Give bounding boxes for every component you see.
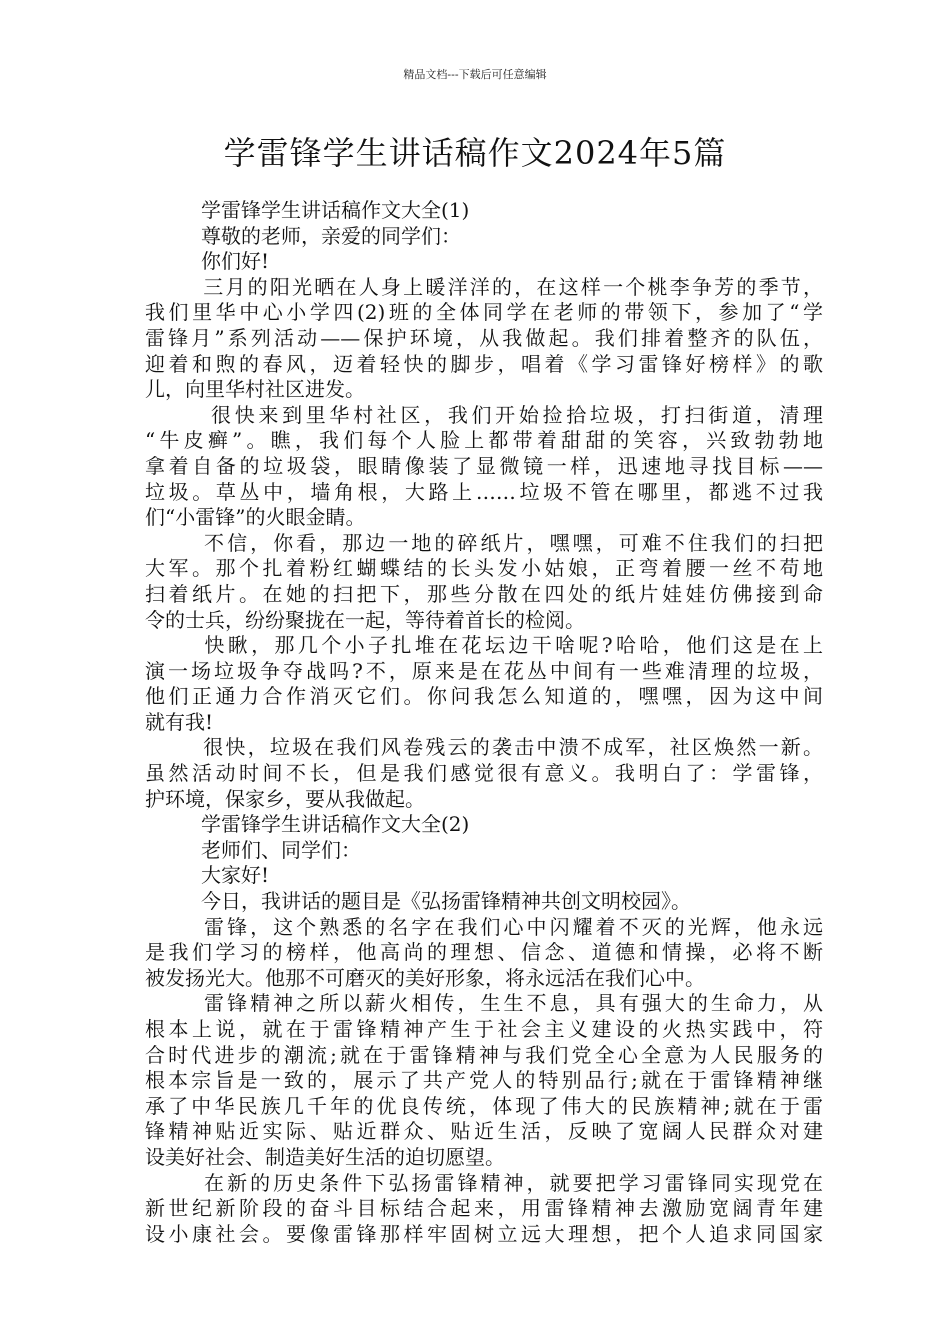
header-note: 精品文档---下载后可任意编辑	[403, 68, 547, 81]
text-line	[145, 352, 823, 378]
text-line-content: 垃圾。草丛中，墙角根，大路上……垃圾不管在哪里，都逃不过我	[145, 479, 823, 504]
text-line	[145, 582, 823, 608]
text-line-content: 锋精神贴近实际、贴近群众、贴近生活，反映了宽阔人民群众对建	[145, 1119, 823, 1144]
text-line-content: 设美好社会、制造美好生活的迫切愿望。	[145, 1144, 505, 1169]
text-line	[145, 275, 823, 301]
text-line-content: 令的士兵，纷纷聚拢在一起，等待着首长的检阅。	[145, 607, 585, 632]
text-line-content: 雷锋精神之所以薪火相传，生生不息，具有强大的生命力，从	[201, 991, 823, 1016]
text-line	[145, 633, 823, 659]
text-line	[145, 735, 823, 761]
text-line-content: 尊敬的老师，亲爱的同学们：	[201, 223, 461, 248]
text-line-content: 很快，垃圾在我们风卷残云的袭击中溃不成军，社区焕然一新。	[201, 735, 823, 760]
text-line	[145, 505, 823, 531]
document-body	[145, 198, 823, 1247]
text-line-content: 今日，我讲话的题目是《弘扬雷锋精神共创文明校园》。	[201, 889, 691, 914]
text-line-content: “牛皮癣”。瞧，我们每个人脸上都带着甜甜的笑容，兴致勃勃地	[145, 428, 823, 453]
text-line	[145, 249, 823, 275]
text-line-content: 虽然活动时间不长，但是我们感觉很有意义。我明白了：学雷锋，	[145, 761, 823, 786]
text-line-content: 大军。那个扎着粉红蝴蝶结的长头发小姑娘，正弯着腰一丝不苟地	[145, 556, 823, 581]
text-line	[145, 838, 823, 864]
text-line-content: 拿着自备的垃圾袋，眼睛像装了显微镜一样，迅速地寻找目标——	[145, 453, 823, 478]
text-line	[145, 224, 823, 250]
text-line-content: 快瞅，那几个小子扎堆在花坛边干啥呢?哈哈，他们这是在上	[201, 633, 823, 658]
text-line-content: 护环境，保家乡，要从我做起。	[145, 786, 425, 811]
text-line	[145, 659, 823, 685]
text-line	[145, 377, 823, 403]
text-line	[145, 1068, 823, 1094]
text-line-content: 新世纪新阶段的奋斗目标结合起来，用雷锋精神去激励宽阔青年建	[145, 1196, 823, 1221]
text-line	[145, 531, 823, 557]
text-line	[145, 684, 823, 710]
text-line-content: 根本宗旨是一致的，展示了共产党人的特别品行;就在于雷锋精神继	[145, 1068, 823, 1093]
text-line-content: 们“小雷锋”的火眼金睛。	[145, 505, 366, 530]
text-line	[145, 1043, 823, 1069]
text-line-content: 很快来到里华村社区，我们开始捡拾垃圾，打扫街道，清理	[201, 402, 823, 427]
text-line	[145, 787, 823, 813]
text-line-content: 设小康社会。要像雷锋那样牢固树立远大理想，把个人追求同国家	[145, 1221, 823, 1246]
text-line	[145, 1196, 823, 1222]
text-line-content: 儿，向里华村社区进发。	[145, 377, 365, 402]
text-line	[145, 454, 823, 480]
text-line	[145, 812, 823, 838]
text-line-content: 在新的历史条件下弘扬雷锋精神，就要把学习雷锋同实现党在	[201, 1170, 823, 1195]
text-line-content: 三月的阳光晒在人身上暖洋洋的，在这样一个桃李争芳的季节，	[201, 274, 823, 299]
text-line-content: 老师们、同学们：	[201, 837, 361, 862]
text-line	[145, 326, 823, 352]
text-line-content: 不信，你看，那边一地的碎纸片，嘿嘿，可难不住我们的扫把	[201, 530, 823, 555]
text-line-content: 大家好!	[201, 863, 270, 888]
text-line	[145, 1094, 823, 1120]
text-line-content: 是我们学习的榜样，他高尚的理想、信念、道德和情操，必将不断	[145, 940, 823, 965]
text-line	[145, 1171, 823, 1197]
text-line	[145, 1222, 823, 1248]
text-line	[145, 1145, 823, 1171]
text-line-content: 雷锋月”系列活动——保护环境，从我做起。我们排着整齐的队伍，	[145, 325, 823, 350]
text-line	[145, 710, 823, 736]
text-line	[145, 198, 823, 224]
text-line	[145, 480, 823, 506]
text-line-content: 你们好!	[201, 249, 270, 274]
text-line-content: 扫着纸片。在她的扫把下，那些分散在四处的纸片娃娃仿佛接到命	[145, 581, 823, 606]
text-line	[145, 1119, 823, 1145]
text-line	[145, 428, 823, 454]
text-line-content: 承了中华民族几千年的优良传统，体现了伟大的民族精神;就在于雷	[145, 1093, 823, 1118]
text-line	[145, 991, 823, 1017]
text-line-content: 就有我!	[145, 709, 214, 734]
text-line	[145, 300, 823, 326]
text-line	[145, 403, 823, 429]
text-line	[145, 915, 823, 941]
document-title: 学雷锋学生讲话稿作文2024年5篇	[223, 134, 727, 172]
text-line	[145, 863, 823, 889]
text-line-content: 演一场垃圾争夺战吗?不，原来是在花丛中间有一些难清理的垃圾，	[145, 658, 823, 683]
text-line-content: 学雷锋学生讲话稿作文大全(2)	[201, 812, 470, 837]
text-line-content: 他们正通力合作消灭它们。你问我怎么知道的，嘿嘿，因为这中间	[145, 684, 823, 709]
text-line-content: 根本上说，就在于雷锋精神产生于社会主义建设的火热实践中，符	[145, 1017, 823, 1041]
text-line-content: 迎着和煦的春风，迈着轻快的脚步，唱着《学习雷锋好榜样》的歌	[145, 351, 823, 376]
text-line	[145, 608, 823, 634]
text-line	[145, 1017, 823, 1043]
text-line	[145, 556, 823, 582]
text-line-content: 学雷锋学生讲话稿作文大全(1)	[201, 198, 470, 222]
text-line	[145, 940, 823, 966]
text-line-content: 雷锋，这个熟悉的名字在我们心中闪耀着不灭的光辉，他永远	[201, 914, 823, 939]
text-line-content: 被发扬光大。他那不可磨灭的美好形象，将永远活在我们心中。	[145, 965, 705, 990]
text-line	[145, 966, 823, 992]
text-line	[145, 761, 823, 787]
text-line	[145, 889, 823, 915]
text-line-content: 合时代进步的潮流;就在于雷锋精神与我们党全心全意为人民服务的	[145, 1042, 823, 1067]
text-line-content: 我们里华中心小学四(2)班的全体同学在老师的带领下，参加了“学	[145, 300, 823, 325]
